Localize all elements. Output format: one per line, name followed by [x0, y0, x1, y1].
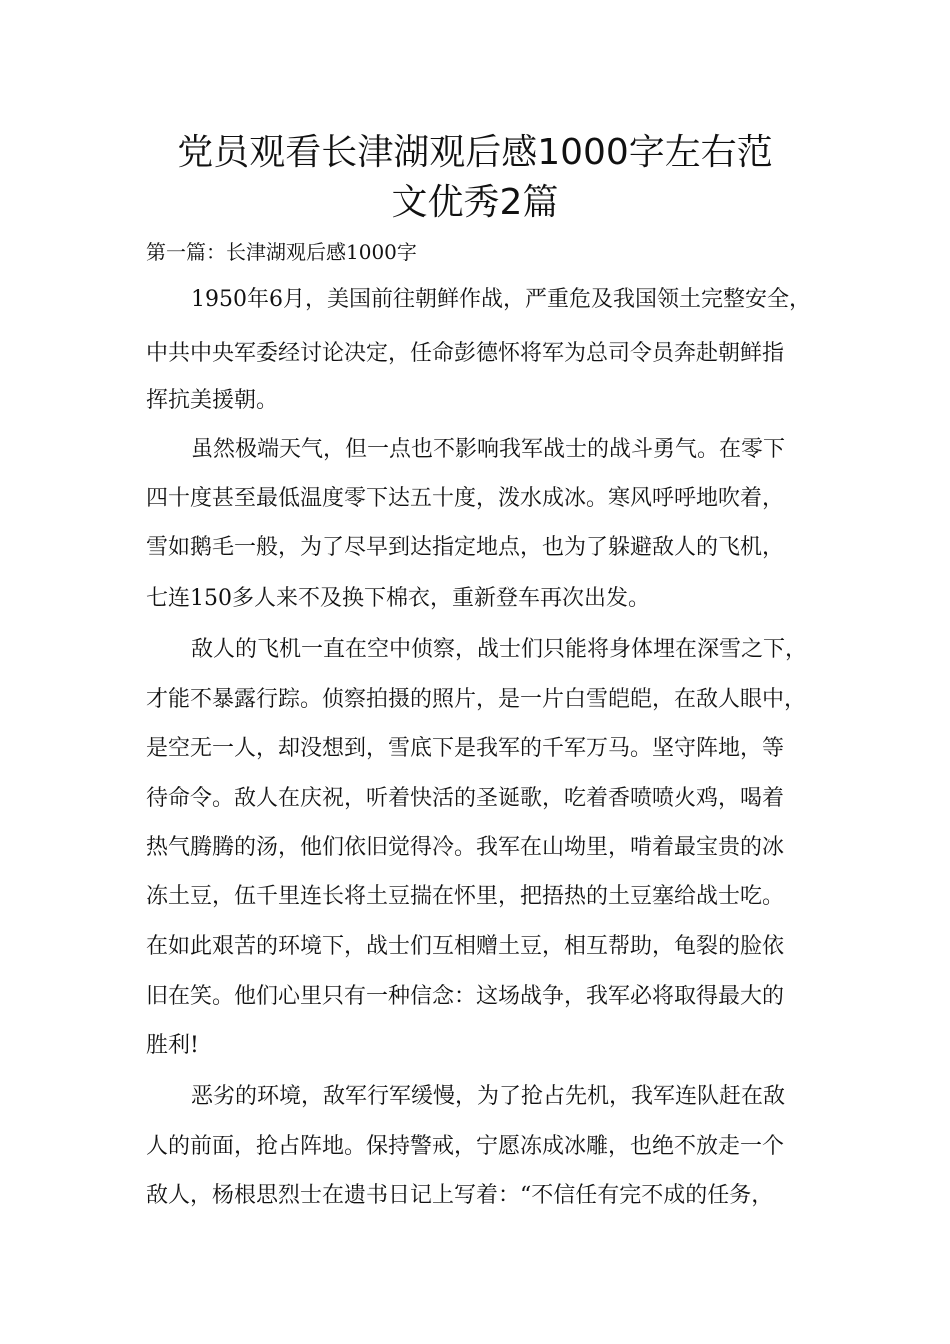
text-line: 雪如鹅毛一般，为了尽早到达指定地点，也为了躲避敌人的飞机， [146, 535, 785, 560]
text-line: 是空无一人，却没想到，雪底下是我军的千军万马。坚守阵地，等 [146, 736, 785, 761]
text-line: 旧在笑。他们心里只有一种信念：这场战争，我军必将取得最大的 [146, 984, 785, 1009]
text-line: 敌人的飞机一直在空中侦察，战士们只能将身体埋在深雪之下， [191, 637, 808, 662]
text-line: 冻土豆，伍千里连长将土豆揣在怀里，把捂热的土豆塞给战士吃。 [146, 884, 785, 909]
text-line: 敌人，杨根思烈士在遗书日记上写着：“不信任有完不成的任务， [146, 1183, 774, 1208]
text-line: 虽然极端天气，但一点也不影响我军战士的战斗勇气。在零下 [191, 437, 786, 462]
text-line: 七连150多人来不及换下棉衣，重新登车再次出发。 [146, 586, 650, 611]
section-heading: 第一篇：长津湖观后感1000字 [146, 240, 417, 264]
text-line: 胜利! [146, 1033, 199, 1058]
text-line: 在如此艰苦的环境下，战士们互相赠土豆，相互帮助，龟裂的脸依 [146, 934, 785, 959]
text-line: 挥抗美援朝。 [146, 388, 279, 413]
text-line: 热气腾腾的汤，他们依旧觉得冷。我军在山坳里，啃着最宝贵的冰 [146, 835, 785, 860]
document-title-line-2: 文优秀2篇 [391, 182, 559, 223]
document-title-line-1: 党员观看长津湖观后感1000字左右范 [177, 132, 773, 173]
text-line: 1950年6月，美国前往朝鲜作战，严重危及我国领土完整安全， [191, 287, 811, 312]
text-line: 人的前面，抢占阵地。保持警戒，宁愿冻成冰雕，也绝不放走一个 [146, 1134, 785, 1159]
text-line: 待命令。敌人在庆祝，听着快活的圣诞歌，吃着香喷喷火鸡，喝着 [146, 786, 785, 811]
text-line: 恶劣的环境，敌军行军缓慢，为了抢占先机，我军连队赶在敌 [191, 1084, 786, 1109]
text-line: 四十度甚至最低温度零下达五十度，泼水成冰。寒风呼呼地吹着， [146, 486, 785, 511]
text-line: 中共中央军委经讨论决定，任命彭德怀将军为总司令员奔赴朝鲜指 [146, 341, 785, 366]
text-line: 才能不暴露行踪。侦察拍摄的照片，是一片白雪皑皑，在敌人眼中， [146, 687, 807, 712]
